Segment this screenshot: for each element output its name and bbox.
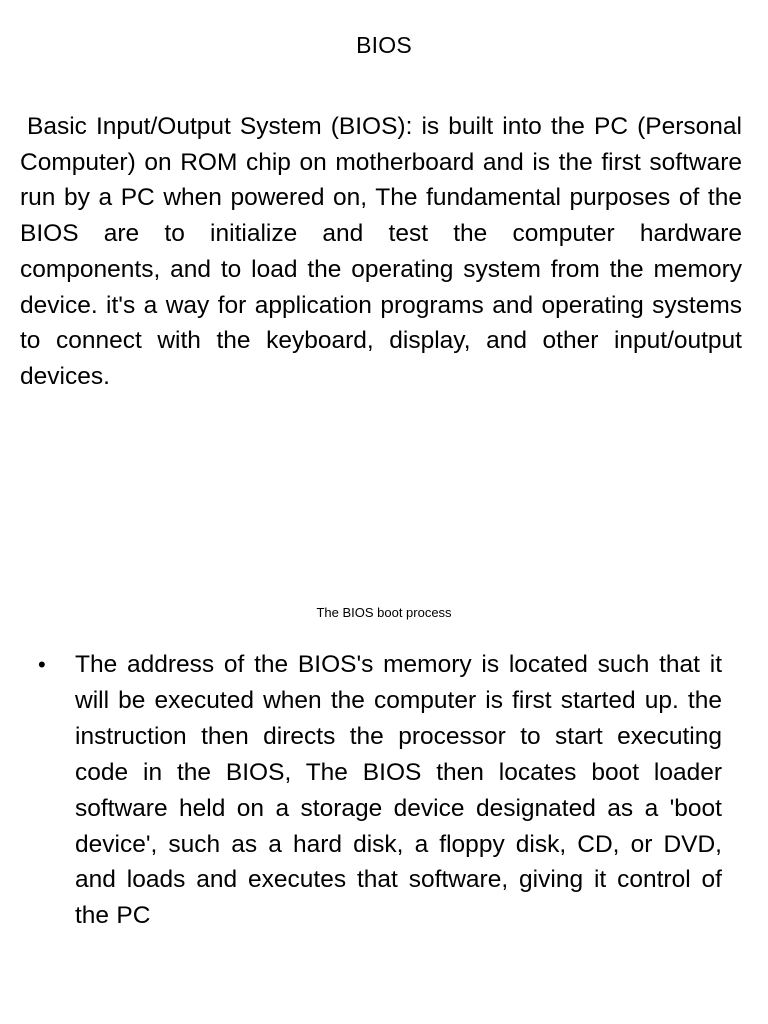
bullet-marker: •: [38, 652, 46, 677]
section-title: The BIOS boot process: [316, 605, 452, 620]
intro-paragraph: [20, 109, 742, 395]
bullet-list: [30, 647, 722, 934]
bullet-item: [30, 647, 722, 934]
bullet-text: The address of the BIOS's memory is located such that it will be executed when the computer is first started up. the instruction then directs the processor to start executing code in the BIOS, The BIOS then locates boot loader software held on a storage device designated as a 'boot device', such as a hard disk, a floppy disk, CD, or DVD, and loads and executes that software, giving it control of the PC: [75, 651, 722, 930]
page-title: BIOS: [356, 32, 412, 58]
intro-paragraph-text: Basic Input/Output System (BIOS): is built into the PC (Personal Computer) on ROM chip on motherboard and is the first software run by a PC when powered on, The fundamental purposes of the BIOS are to initialize and test the computer hardware components, and to load the operating system from the memory device. it's a way for application programs and operating systems to connect with the keyboard, display, and other input/output devices.: [20, 113, 742, 390]
